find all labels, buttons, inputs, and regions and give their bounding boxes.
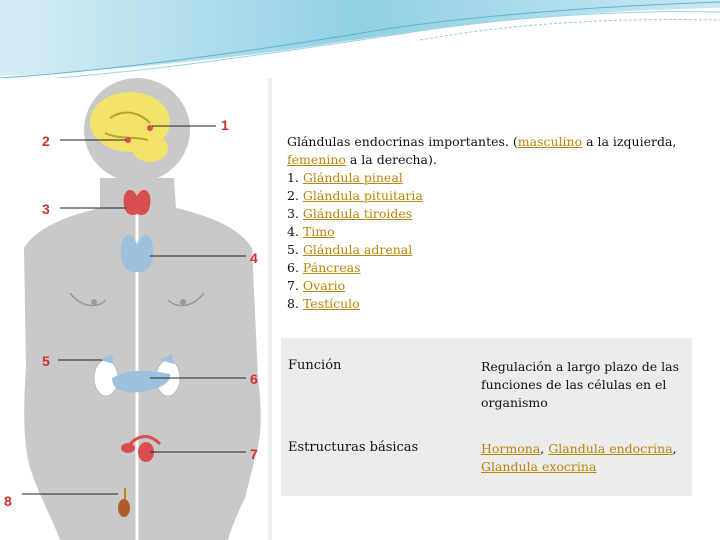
gland-number: 2. — [287, 188, 299, 203]
intro-paragraph — [287, 133, 697, 169]
gland-item-5 — [287, 241, 697, 259]
gland-link-testicle[interactable]: Testículo — [302, 296, 360, 311]
diagram-label-7: 7 — [250, 446, 258, 462]
funcion-value: Regulación a largo plazo de las funciones de las células en el organismo — [481, 359, 679, 410]
estructuras-value — [481, 440, 686, 476]
gland-link-pineal[interactable]: Glándula pineal — [302, 170, 403, 185]
gland-item-2 — [287, 187, 697, 205]
intro-text-middle: a la izquierda, — [582, 134, 677, 149]
separator: , — [672, 441, 677, 456]
gland-item-4 — [287, 223, 697, 241]
gland-link-thymus[interactable]: Timo — [302, 224, 335, 239]
gland-number: 3. — [287, 206, 299, 221]
gland-item-8 — [287, 295, 697, 313]
gland-item-6 — [287, 259, 697, 277]
gland-number: 5. — [287, 242, 299, 257]
gland-link-adrenal[interactable]: Glándula adrenal — [302, 242, 413, 257]
glands-description — [287, 133, 697, 313]
gland-link-thyroid[interactable]: Glándula tiroides — [302, 206, 413, 221]
estructuras-label: Estructuras básicas — [288, 440, 419, 455]
female-link[interactable]: femenino — [287, 152, 346, 167]
diagram-label-5: 5 — [42, 353, 50, 369]
diagram-label-1: 1 — [221, 117, 229, 133]
gland-number: 1. — [287, 170, 299, 185]
gland-number: 8. — [287, 296, 299, 311]
diagram-label-8: 8 — [4, 493, 12, 509]
diagram-label-2: 2 — [42, 133, 50, 149]
glandula-endocrina-link[interactable]: Glandula endocrina — [548, 441, 673, 456]
glandula-exocrina-link[interactable]: Glandula exocrina — [481, 459, 597, 474]
separator: , — [540, 441, 549, 456]
header-wave-decoration — [0, 0, 720, 90]
gland-link-ovary[interactable]: Ovario — [302, 278, 346, 293]
gland-item-3 — [287, 205, 697, 223]
info-table — [281, 338, 692, 496]
gland-link-pituitary[interactable]: Glándula pituitaria — [302, 188, 423, 203]
hormona-link[interactable]: Hormona — [481, 441, 541, 456]
gland-link-pancreas[interactable]: Páncreas — [302, 260, 361, 275]
gland-item-1 — [287, 169, 697, 187]
funcion-label: Función — [288, 358, 342, 373]
endocrine-diagram — [0, 78, 272, 540]
intro-text-after: a la derecha). — [345, 152, 437, 167]
diagram-label-4: 4 — [250, 250, 258, 266]
gland-number: 6. — [287, 260, 299, 275]
gland-number: 4. — [287, 224, 299, 239]
diagram-label-3: 3 — [42, 201, 50, 217]
diagram-label-6: 6 — [250, 371, 258, 387]
intro-text-before: Glándulas endocrinas importantes. ( — [287, 134, 518, 149]
gland-number: 7. — [287, 278, 299, 293]
male-link[interactable]: masculino — [517, 134, 583, 149]
gland-item-7 — [287, 277, 697, 295]
